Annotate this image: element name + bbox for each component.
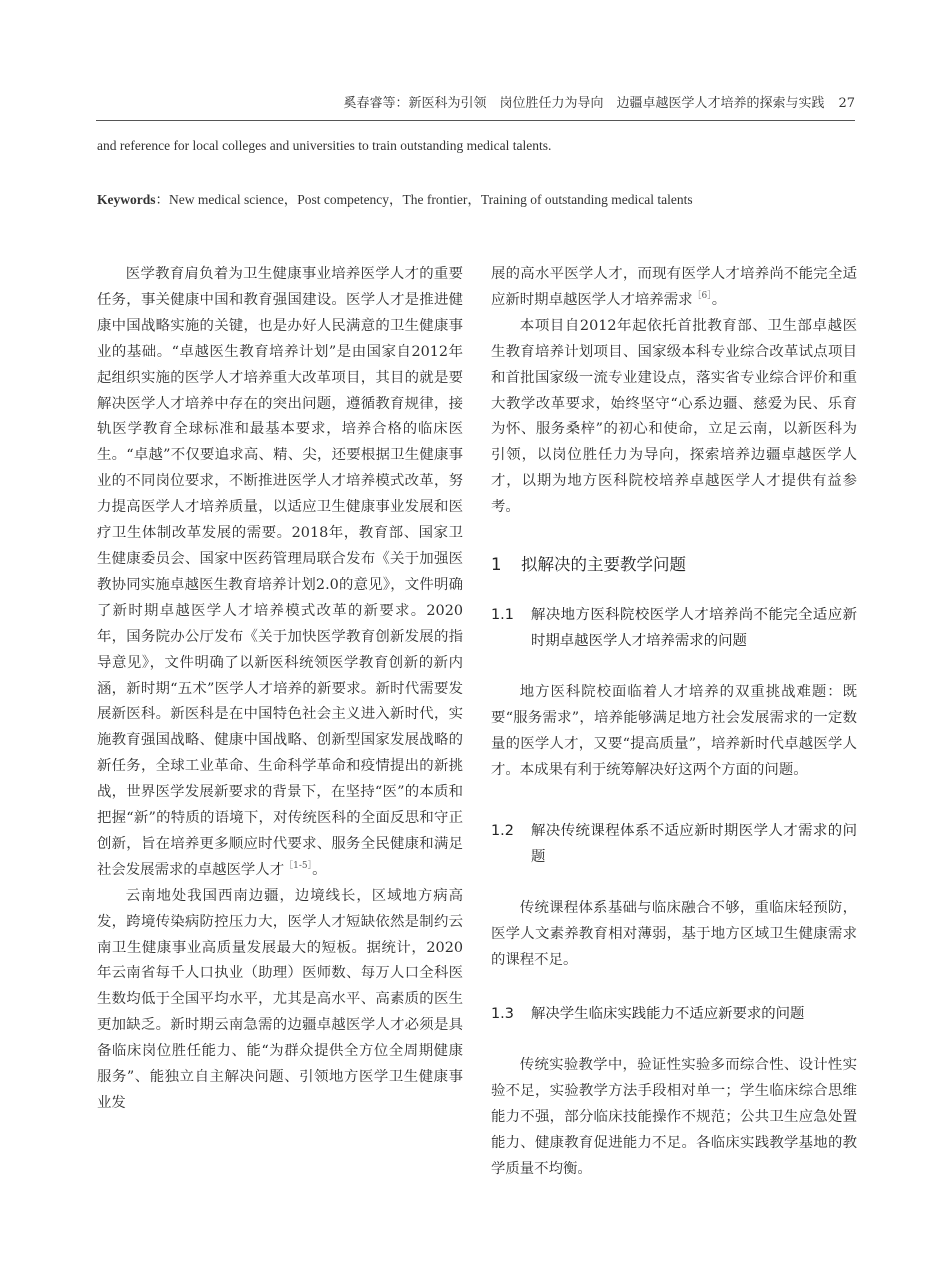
subsection-title: 解决传统课程体系不适应新时期医学人才需求的问题: [531, 822, 857, 865]
paragraph: 地方医科院校面临着人才培养的双重挑战难题：既要“服务需求”，培养能够满足地方社会发展需求的一定数量的医学人才，又要“提高质量”，培养新时代卓越医学人才。本成果有利于统筹解决好这两个方面的问题。: [491, 684, 857, 778]
running-head-title: 奚春睿等：新医科为引领 岗位胜任力为导向 边疆卓越医学人才培养的探索与实践: [343, 96, 825, 111]
right-column: [491, 262, 857, 1183]
paragraph: [97, 262, 463, 884]
subsection-title: 解决学生临床实践能力不适应新要求的问题: [531, 1006, 805, 1023]
section-number: 1: [491, 555, 502, 575]
section-title: 拟解决的主要教学问题: [521, 555, 686, 575]
paragraph: 本项目自2012年起依托首批教育部、卫生部卓越医生教育培养计划项目、国家级本科专业综合改革试点项目和首批国家级一流专业建设点，落实省专业综合评价和重大教学改革要求，始终坚守“心系边疆、慈爱为民、乐育为怀、服务桑梓”的初心和使命，立足云南，以新医科为引领，以岗位胜任力为导向，探索培养边疆卓越医学人才，以期为地方医科院校培养卓越医学人才提供有益参考。: [491, 317, 857, 516]
subsection-heading: [491, 1001, 857, 1027]
header-rule: [96, 120, 855, 121]
abstract-tail: and reference for local colleges and universities to train outstanding medical talents.: [97, 138, 552, 153]
paragraph-end: 。: [711, 291, 727, 308]
subsection-number: 1.2: [491, 822, 514, 839]
subsection-number: 1.1: [491, 607, 514, 624]
running-head: [96, 92, 855, 118]
left-column: [97, 262, 463, 1117]
paragraph-text: 医学教育肩负着为卫生健康事业培养医学人才的重要任务，事关健康中国和教育强国建设。医学人才是推进健康中国战略实施的关键，也是办好人民满意的卫生健康事业的基础。“卓越医生教育培养计划”是由国家自2012年起组织实施的医学人才培养重大改革项目，其目的就是要解决医学人才培养中存在的突出问题，遵循教育规律，接轨医学教育全球标准和最基本要求，培养合格的临床医生。“卓越”不仅要追求高、精、尖，还要根据卫生健康事业的不同岗位要求，不断推进医学人才培养模式改革，努力提高医学人才培养质量，以适应卫生健康事业发展和医疗卫生体制改革发展的需要。2018年，教育部、国家卫生健康委员会、国家中医药管理局联合发布《关于加强医教协同实施卓越医生教育培养计划2.0的意见》，文件明确了新时期卓越医学人才培养模式改革的新要求。2020年，国务院办公厅发布《关于加快医学教育创新发展的指导意见》，文件明确了以新医科统领医学教育创新的新内涵，新时期“五术”医学人才培养的新要求。新时代需要发展新医科。新医科是在中国特色社会主义进入新时代，实施教育强国战略、健康中国战略、创新型国家发展战略的新任务，全球工业革命、生命科学革命和疫情提出的新挑战，世界医学发展新要求的背景下，在坚持“医”的本质和把握“新”的特质的语境下，对传统医科的全面反思和守正创新，旨在培养更多顺应时代要求、服务全民健康和满足社会发展需求的卓越医学人才: [97, 266, 463, 878]
section-heading: [491, 554, 857, 576]
subsection-title: 解决地方医科院校医学人才培养尚不能完全适应新时期卓越医学人才培养需求的问题: [531, 607, 857, 650]
citation: ［1-5］: [284, 860, 313, 871]
paragraph: 传统实验教学中，验证性实验多而综合性、设计性实验不足，实验教学方法手段相对单一；学生临床综合思维能力不强，部分临床技能操作不规范；公共卫生应急处置能力、健康教育促进能力不足。各临床实践教学基地的教学质量不均衡。: [491, 1057, 857, 1178]
subsection-heading: [491, 818, 857, 870]
paragraph: 云南地处我国西南边疆，边境线长，区域地方病高发，跨境传染病防控压力大，医学人才短缺依然是制约云南卫生健康事业高质量发展最大的短板。据统计，2020年云南省每千人口执业（助理）医师数、每万人口全科医生数均低于全国平均水平，尤其是高水平、高素质的医生更加缺乏。新时期云南急需的边疆卓越医学人才必须是具备临床岗位胜任能力、能“为群众提供全方位全周期健康服务”、能独立自主解决问题、引领地方医学卫生健康事业发: [97, 887, 463, 1111]
subsection-number: 1.3: [491, 1006, 514, 1023]
keywords: [97, 188, 856, 208]
paragraph-end: 。: [312, 861, 327, 878]
keywords-text: ：New medical science，Post competency，The frontier，Training of outstanding medical talents: [155, 192, 693, 207]
citation: ［6］: [692, 290, 712, 301]
keywords-label: Keywords: [97, 192, 156, 207]
page-number: 27: [838, 96, 855, 111]
paragraph-text: 展的高水平医学人才，而现有医学人才培养尚不能完全适应新时期卓越医学人才培养需求: [491, 266, 857, 308]
subsection-heading: [491, 602, 857, 654]
paragraph: 传统课程体系基础与临床融合不够，重临床轻预防，医学人文素养教育相对薄弱，基于地方区域卫生健康需求的课程不足。: [491, 899, 857, 968]
paragraph: [491, 262, 857, 314]
